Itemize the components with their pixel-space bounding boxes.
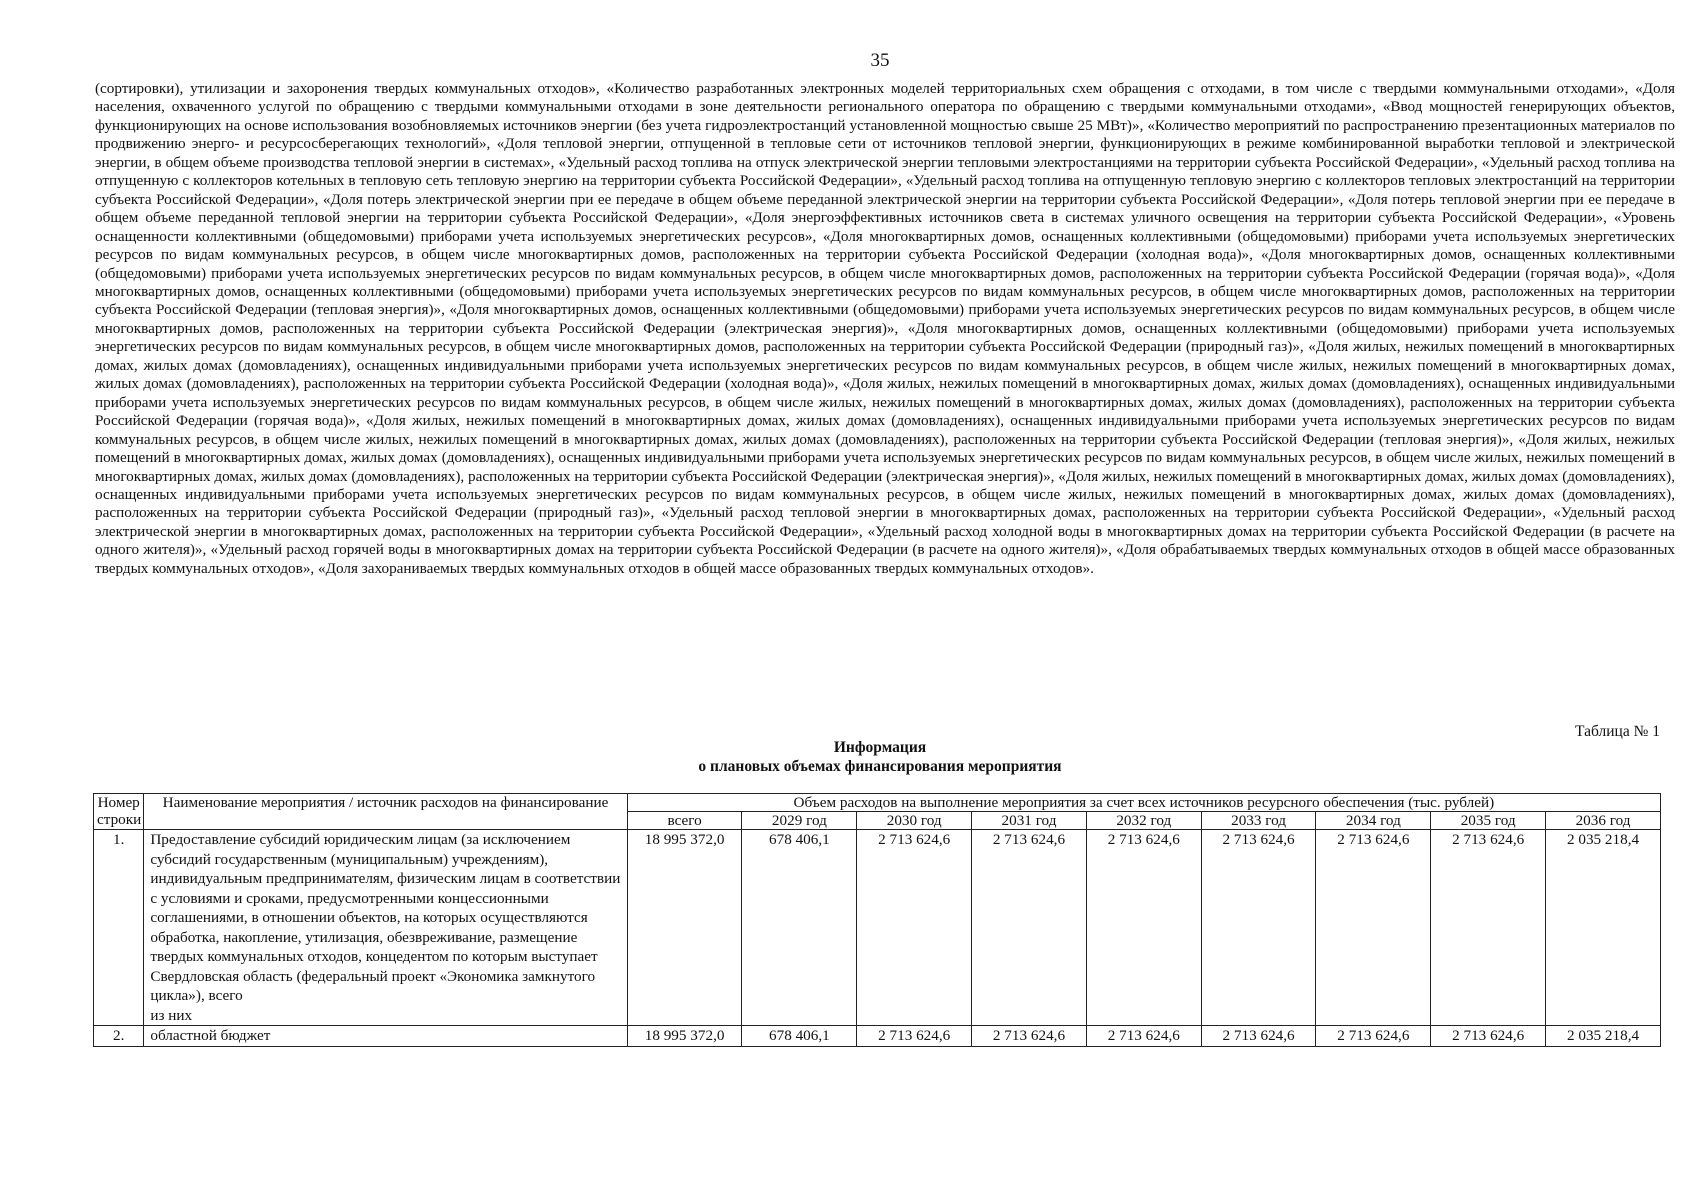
row-value: 2 713 624,6 — [857, 830, 972, 1026]
row-value: 2 713 624,6 — [1316, 830, 1431, 1026]
header-year: 2031 год — [972, 812, 1087, 830]
table-row — [94, 1026, 1661, 1047]
row-name-suffix: из них — [150, 1006, 193, 1024]
row-name — [144, 830, 627, 1026]
table-row — [94, 830, 1661, 1026]
row-value: 678 406,1 — [742, 830, 857, 1026]
header-expense-group: Объем расходов на выполнение мероприятия за счет всех источников ресурсного обеспечения (тыс. рублей) — [627, 794, 1660, 812]
row-value: 2 713 624,6 — [1201, 830, 1316, 1026]
header-year: 2029 год — [742, 812, 857, 830]
row-value: 2 713 624,6 — [1316, 1026, 1431, 1047]
row-value: 2 713 624,6 — [857, 1026, 972, 1047]
row-value: 2 713 624,6 — [1431, 1026, 1546, 1047]
header-year: 2033 год — [1201, 812, 1316, 830]
row-total: 18 995 372,0 — [627, 1026, 742, 1047]
header-year: 2032 год — [1086, 812, 1201, 830]
header-year: 2036 год — [1546, 812, 1661, 830]
table-title-line-1: Информация — [833, 739, 927, 756]
header-year: 2030 год — [857, 812, 972, 830]
row-name-text: Предоставление субсидий юридическим лицам (за исключением субсидий государственным (муниципальным) учреждениям), индивидуальным предпринимателям, физическим лицам в соответствии с условиями и сроками, предусмотренными концессионными соглашениями, в отношении объектов, на которых осуществляются обработка, накопление, утилизация, обезвреживание, размещение твердых коммунальных отходов, концедентом по которым выступает Свердловская область (федеральный проект «Экономика замкнутого цикла»), всего — [150, 831, 621, 1004]
row-value: 2 713 624,6 — [1086, 1026, 1201, 1047]
row-value: 2 713 624,6 — [1201, 1026, 1316, 1047]
table-title — [0, 738, 1699, 776]
row-value: 2 713 624,6 — [972, 1026, 1087, 1047]
header-year: 2035 год — [1431, 812, 1546, 830]
header-name: Наименование мероприятия / источник расходов на финансирование — [144, 794, 627, 830]
page-number: 35 — [870, 50, 890, 71]
row-number: 1. — [94, 830, 144, 1026]
financing-table — [93, 793, 1661, 1047]
row-value: 678 406,1 — [742, 1026, 857, 1047]
row-total: 18 995 372,0 — [627, 830, 742, 1026]
table-caption: Таблица № 1 — [1575, 723, 1660, 740]
row-value: 2 035 218,4 — [1546, 830, 1661, 1026]
body-paragraph: (сортировки), утилизации и захоронения твердых коммунальных отходов», «Количество разработанных электронных моделей территориальных схем обращения с отходами, в том числе с твердыми коммунальными отходами», «Доля населения, охваченного услугой по обращению с твердыми коммунальными отходами в зоне деятельности регионального оператора по обращению с твердыми коммунальными отходами», «Ввод мощностей генерирующих объектов, функционирующих на основе использования возобновляемых источников энергии (без учета гидроэлектростанций установленной мощностью свыше 25 МВт)», «Количество мероприятий по распространению презентационных материалов по продвижению энерго- и ресурсосберегающих технологий», «Доля тепловой энергии, отпущенной в тепловые сети от источников тепловой энергии, функционирующих в режиме комбинированной выработки тепловой и электрической энергии, в общем объеме производства тепловой энергии в системах», «Удельный расход топлива на отпуск электрической энергии тепловыми электростанциями на территории субъекта Российской Федерации», «Удельный расход топлива на отпущенную с коллекторов котельных в тепловую сеть тепловую энергию на территории субъекта Российской Федерации», «Удельный расход топлива на отпущенную тепловую энергию с коллекторов тепловых электростанций на территории субъекта Российской Федерации», «Доля потерь электрической энергии при ее передаче в общем объеме переданной электрической энергии на территории субъекта Российской Федерации», «Доля потерь тепловой энергии при ее передаче в общем объеме переданной тепловой энергии на территории субъекта Российской Федерации», «Доля энергоэффективных источников света в системах уличного освещения на территории субъекта Российской Федерации», «Уровень оснащенности коллективными (общедомовыми) приборами учета используемых энергетических ресурсов», «Доля многоквартирных домов, оснащенных коллективными (общедомовыми) приборами учета используемых энергетических ресурсов по видам коммунальных ресурсов, в общем числе многоквартирных домов, расположенных на территории субъекта Российской Федерации (холодная вода)», «Доля многоквартирных домов, оснащенных коллективными (общедомовыми) приборами учета используемых энергетических ресурсов по видам коммунальных ресурсов, в общем числе многоквартирных домов, расположенных на территории субъекта Российской Федерации (горячая вода)», «Доля многоквартирных домов, оснащенных коллективными (общедомовыми) приборами учета используемых энергетических ресурсов по видам коммунальных ресурсов, в общем числе многоквартирных домов, расположенных на территории субъекта Российской Федерации (тепловая энергия)», «Доля многоквартирных домов, оснащенных коллективными (общедомовыми) приборами учета используемых энергетических ресурсов по видам коммунальных ресурсов, в общем числе многоквартирных домов, расположенных на территории субъекта Российской Федерации (электрическая энергия)», «Доля многоквартирных домов, оснащенных коллективными (общедомовыми) приборами учета используемых энергетических ресурсов по видам коммунальных ресурсов, в общем числе многоквартирных домов, расположенных на территории субъекта Российской Федерации (природный газ)», «Доля жилых, нежилых помещений в многоквартирных домах, жилых домах (домовладениях), оснащенных индивидуальными приборами учета используемых энергетических ресурсов по видам коммунальных ресурсов, в общем числе жилых, нежилых помещений в многоквартирных домах, жилых домах (домовладениях), расположенных на территории субъекта Российской Федерации (холодная вода)», «Доля жилых, нежилых помещений в многоквартирных домах, жилых домах (домовладениях), оснащенных индивидуальными приборами учета используемых энергетических ресурсов по видам коммунальных ресурсов, в общем числе жилых, нежилых помещений в многоквартирных домах, жилых домах (домовладениях), расположенных на территории субъекта Российской Федерации (горячая вода)», «Доля жилых, нежилых помещений в многоквартирных домах, жилых домах (домовладениях), оснащенных индивидуальными приборами учета используемых энергетических ресурсов по видам коммунальных ресурсов, в общем числе жилых, нежилых помещений в многоквартирных домах, жилых домах (домовладениях), расположенных на территории субъекта Российской Федерации (тепловая энергия)», «Доля жилых, нежилых помещений в многоквартирных домах, жилых домах (домовладениях), оснащенных индивидуальными приборами учета используемых энергетических ресурсов по видам коммунальных ресурсов, в общем числе жилых, нежилых помещений в многоквартирных домах, жилых домах (домовладениях), расположенных на территории субъекта Российской Федерации (электрическая энергия)», «Доля жилых, нежилых помещений в многоквартирных домах, жилых домах (домовладениях), оснащенных индивидуальными приборами учета используемых энергетических ресурсов по видам коммунальных ресурсов, в общем числе жилых, нежилых помещений в многоквартирных домах, жилых домах (домовладениях), расположенных на территории субъекта Российской Федерации (природный газ)», «Удельный расход тепловой энергии в многоквартирных домах, расположенных на территории субъекта Российской Федерации», «Удельный расход электрической энергии в многоквартирных домах, расположенных на территории субъекта Российской Федерации», «Удельный расход холодной воды в многоквартирных домах на территории субъекта Российской Федерации (в расчете на одного жителя)», «Удельный расход горячей воды в многоквартирных домах на территории субъекта Российской Федерации (в расчете на одного жителя)», «Доля обрабатываемых твердых коммунальных отходов в общей массе образованных твердых коммунальных отходов», «Доля захораниваемых твердых коммунальных отходов в общей массе образованных твердых коммунальных отходов». — [95, 80, 1675, 577]
row-value: 2 035 218,4 — [1546, 1026, 1661, 1047]
header-year: 2034 год — [1316, 812, 1431, 830]
header-row-number: Номер строки — [94, 794, 144, 830]
row-value: 2 713 624,6 — [1431, 830, 1546, 1026]
row-value: 2 713 624,6 — [1086, 830, 1201, 1026]
header-total: всего — [627, 812, 742, 830]
row-name: областной бюджет — [144, 1026, 627, 1047]
table-title-line-2: о плановых объемах финансирования мероприятия — [698, 758, 1062, 775]
row-value: 2 713 624,6 — [972, 830, 1087, 1026]
row-number: 2. — [94, 1026, 144, 1047]
